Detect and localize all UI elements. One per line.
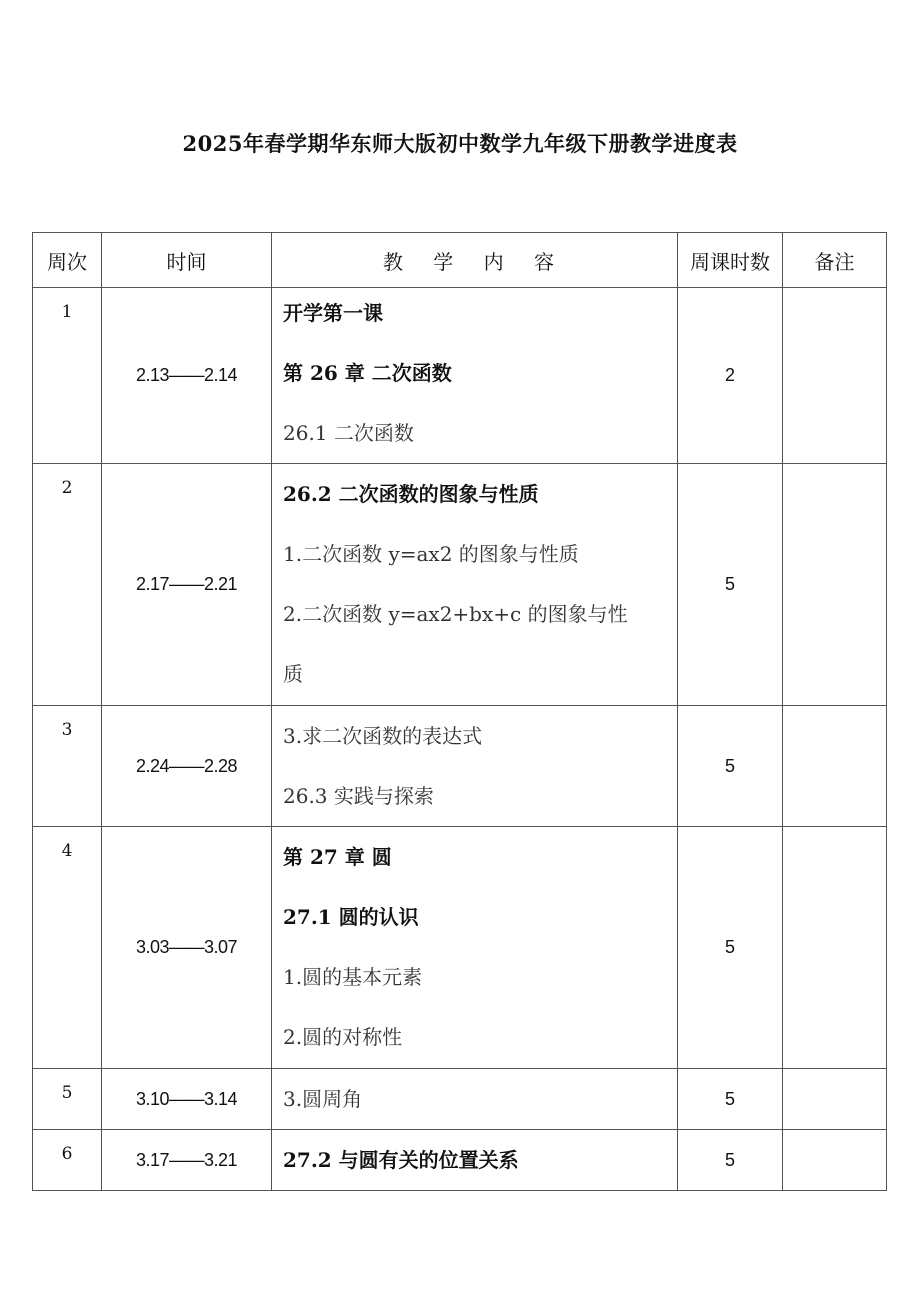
schedule-table	[32, 232, 887, 1191]
notes-cell	[783, 827, 887, 1069]
page-title: 2025年春学期华东师大版初中数学九年级下册教学进度表	[182, 131, 738, 156]
table-row	[33, 288, 887, 464]
header-week: 周次	[33, 233, 102, 288]
hours-cell: 5	[678, 706, 783, 827]
content-line: 2.圆的对称性	[283, 1025, 403, 1049]
time-cell: 2.24——2.28	[102, 706, 272, 827]
content-line: 26.1 二次函数	[283, 421, 414, 445]
header-content: 教 学 内 容	[272, 233, 678, 288]
content-line: 2.二次函数 y=ax2+bx+c 的图象与性	[283, 602, 628, 626]
content-line: 开学第一课	[283, 301, 383, 325]
content-line: 第 26 章 二次函数	[283, 361, 452, 385]
time-cell: 2.13——2.14	[102, 288, 272, 464]
content-line: 1.二次函数 y=ax2 的图象与性质	[283, 542, 579, 566]
week-cell: 4	[33, 827, 102, 1069]
week-cell: 1	[33, 288, 102, 464]
time-cell: 3.10——3.14	[102, 1069, 272, 1130]
content-line: 26.3 实践与探索	[283, 784, 434, 808]
content-cell	[272, 827, 678, 1069]
content-line: 27.2 与圆有关的位置关系	[283, 1148, 519, 1172]
content-line: 26.2 二次函数的图象与性质	[283, 482, 539, 506]
content-line: 第 27 章 圆	[283, 845, 392, 869]
week-cell: 5	[33, 1069, 102, 1130]
week-cell: 6	[33, 1130, 102, 1191]
table-row	[33, 706, 887, 827]
time-cell: 3.17——3.21	[102, 1130, 272, 1191]
header-row	[33, 233, 887, 288]
hours-cell: 5	[678, 827, 783, 1069]
week-cell: 2	[33, 464, 102, 706]
content-cell	[272, 464, 678, 706]
header-time: 时间	[102, 233, 272, 288]
hours-cell: 2	[678, 288, 783, 464]
header-hours: 周课时数	[678, 233, 783, 288]
hours-cell: 5	[678, 1130, 783, 1191]
time-cell: 2.17——2.21	[102, 464, 272, 706]
hours-cell: 5	[678, 464, 783, 706]
hours-cell: 5	[678, 1069, 783, 1130]
table-row	[33, 464, 887, 706]
notes-cell	[783, 464, 887, 706]
notes-cell	[783, 288, 887, 464]
content-line: 质	[283, 662, 303, 686]
content-cell	[272, 1130, 678, 1191]
week-cell: 3	[33, 706, 102, 827]
table-row	[33, 1130, 887, 1191]
content-line: 3.圆周角	[283, 1087, 363, 1111]
content-line: 1.圆的基本元素	[283, 965, 423, 989]
time-cell: 3.03——3.07	[102, 827, 272, 1069]
notes-cell	[783, 1130, 887, 1191]
header-notes: 备注	[783, 233, 887, 288]
content-line: 27.1 圆的认识	[283, 905, 419, 929]
content-line: 3.求二次函数的表达式	[283, 724, 483, 748]
table-row	[33, 1069, 887, 1130]
content-cell	[272, 706, 678, 827]
notes-cell	[783, 706, 887, 827]
content-cell	[272, 288, 678, 464]
notes-cell	[783, 1069, 887, 1130]
table-row	[33, 827, 887, 1069]
content-cell	[272, 1069, 678, 1130]
